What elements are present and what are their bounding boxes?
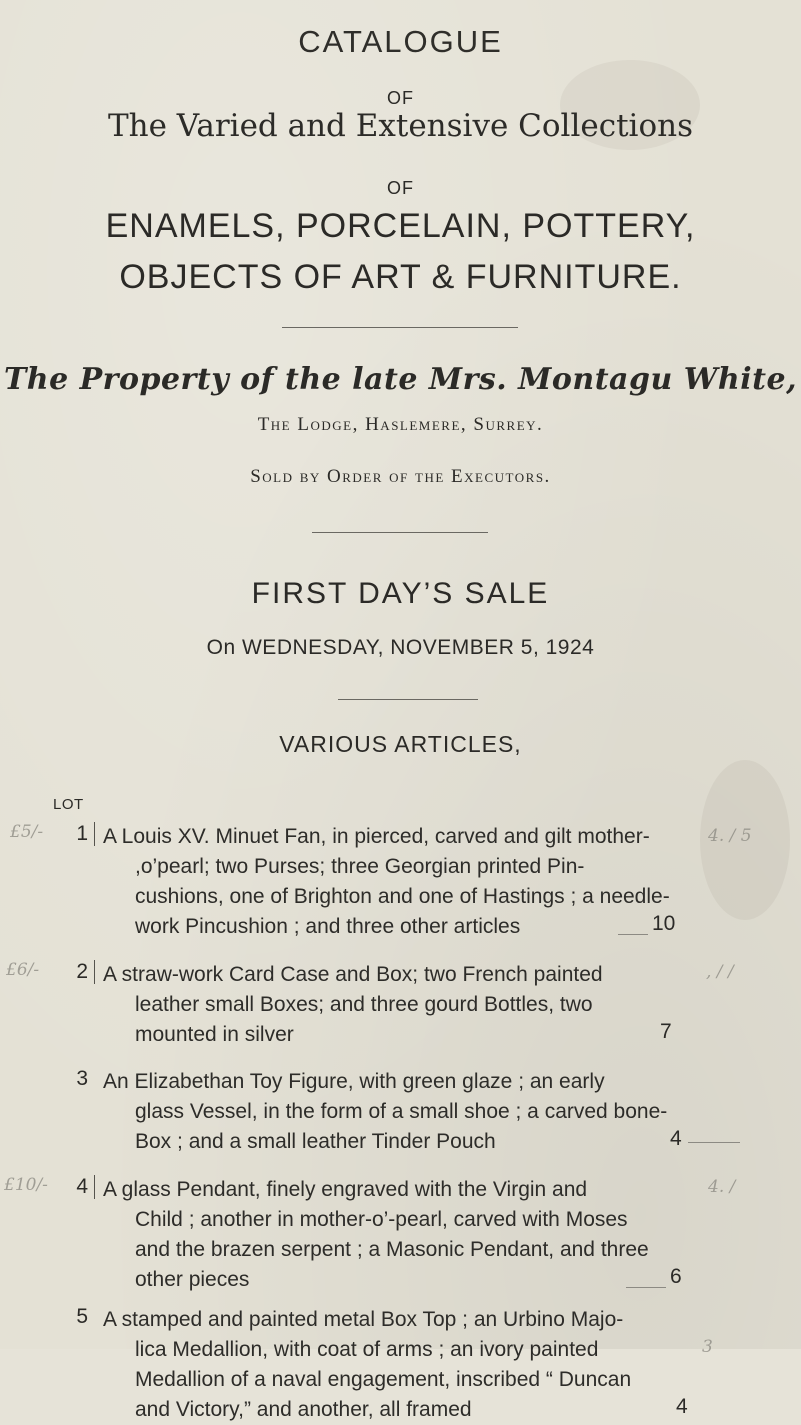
lot-description [103, 1067, 688, 1157]
lot-number: 4 [60, 1175, 95, 1199]
collections-heading: The Varied and Extensive Collections [107, 108, 694, 144]
sold-by-order: Sold by Order of the Executors. [250, 466, 551, 487]
lot-description-line: ,o’pearl; two Purses; three Georgian printed Pin- [135, 855, 585, 878]
lot-price: 10 [652, 912, 676, 935]
lot-description-line: A straw-work Card Case and Box; two French painted [103, 963, 603, 986]
of-text: OF [387, 178, 414, 198]
lot-description-line: An Elizabethan Toy Figure, with green glaze ; an early [103, 1070, 605, 1093]
lot-description-line: leather small Boxes; and three gourd Bottles, two [135, 993, 593, 1016]
lot-description-line: and the brazen serpent ; a Masonic Pendant, and three [135, 1238, 649, 1261]
lot-description-line: A Louis XV. Minuet Fan, in pierced, carved and gilt mother- [103, 825, 650, 848]
divider [282, 327, 518, 328]
title-line-1: ENAMELS, PORCELAIN, POTTERY, [105, 207, 696, 245]
price-dash [618, 934, 648, 935]
lot-column-header: LOT [53, 796, 84, 813]
lot-description-line: glass Vessel, in the form of a small shoe ; a carved bone- [135, 1100, 668, 1123]
lot-description-line: A stamped and painted metal Box Top ; an Urbino Majo- [103, 1308, 624, 1331]
title-line-2: OBJECTS OF ART & FURNITURE. [119, 258, 682, 296]
lot-price: 6 [670, 1265, 682, 1288]
handwritten-price: £6/- [6, 960, 40, 980]
lot-number: 3 [76, 1067, 88, 1090]
lot-description-line: Medallion of a naval engagement, inscribed “ Duncan [135, 1368, 632, 1391]
lot-description [103, 1175, 688, 1295]
lot-description-line: work Pincushion ; and three other articles [135, 915, 521, 938]
lot-description-line: mounted in silver [135, 1023, 294, 1046]
lot-description-line: cushions, one of Brighton and one of Hastings ; a needle- [135, 885, 670, 908]
lot-description-line: A glass Pendant, finely engraved with the Virgin and [103, 1178, 588, 1201]
handwritten-note: 4. / [708, 1177, 736, 1197]
lot-price: 7 [660, 1020, 672, 1043]
divider [312, 532, 488, 533]
price-dash [626, 1287, 666, 1288]
handwritten-note: 4. / 5 [708, 826, 752, 846]
catalogue-heading: CATALOGUE [298, 24, 503, 59]
lot-description-line: and Victory,” and another, all framed [135, 1398, 472, 1421]
handwritten-note: 3 [702, 1337, 713, 1357]
lot-description [103, 1305, 688, 1425]
lot-price: 4 [670, 1127, 682, 1150]
lot-description-line: other pieces [135, 1268, 250, 1291]
lot-description-line: lica Medallion, with coat of arms ; an ivory painted [135, 1338, 599, 1361]
property-owner: The Property of the late Mrs. Montagu White, [3, 362, 798, 397]
handwritten-price: £5/- [10, 822, 44, 842]
lot-number: 2 [60, 960, 95, 984]
lot-description [103, 960, 688, 1050]
section-title: VARIOUS ARTICLES, [279, 731, 522, 757]
lot-description-line: Box ; and a small leather Tinder Pouch [135, 1130, 496, 1153]
property-address: The Lodge, Haslemere, Surrey. [257, 414, 544, 435]
lot-number: 5 [76, 1305, 88, 1328]
of-text: OF [387, 88, 414, 108]
lot-description-line: Child ; another in mother-o’-pearl, carved with Moses [135, 1208, 628, 1231]
lot-description [103, 822, 688, 942]
handwritten-note: , / / [706, 962, 734, 982]
divider [338, 699, 478, 700]
sale-title: FIRST DAY’S SALE [251, 577, 550, 610]
lot-price: 4 [676, 1395, 688, 1418]
lot-number: 1 [60, 822, 95, 846]
sale-date: On WEDNESDAY, NOVEMBER 5, 1924 [206, 636, 595, 659]
price-dash [688, 1142, 740, 1143]
handwritten-price: £10/- [4, 1175, 48, 1195]
